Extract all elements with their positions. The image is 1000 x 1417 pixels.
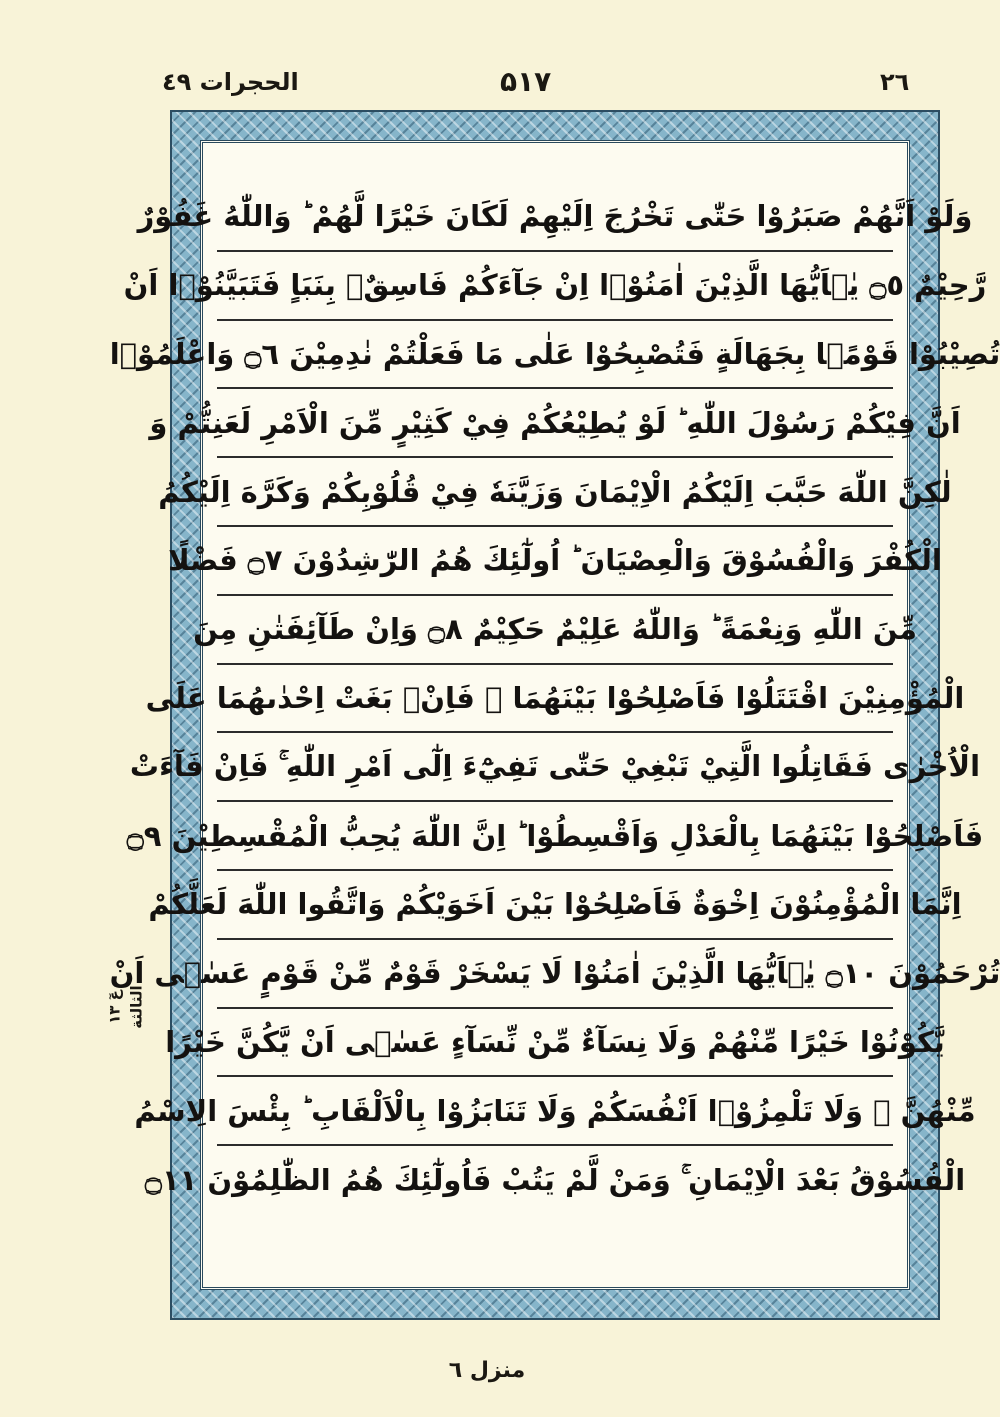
ruku-label: الثالثة <box>127 985 146 1029</box>
page-number: ۵١٧ <box>500 65 552 98</box>
manzil-footer: منزل ٦ <box>448 1358 526 1383</box>
verse-line: تُصِيْبُوْا قَوْمًۢا بِجَهَالَةٍ فَتُصْبِحُوْا عَلٰى مَا فَعَلْتُمْ نٰدِمِيْنَ ۝٦ وَاعْلَمُوْۤا <box>217 321 893 390</box>
page-header <box>0 62 974 102</box>
verse-line: رَّحِيْمٌ ۝٥ يٰۤاَيُّهَا الَّذِيْنَ اٰمَنُوْۤا اِنْ جَآءَكُمْ فَاسِقٌۢ بِنَبَاٍ فَتَبَيَّنُوْۤا اَنْ <box>217 252 893 321</box>
verse-line: الْفُسُوْقُ بَعْدَ الْاِيْمَانِ ۚ وَمَنْ لَّمْ يَتُبْ فَاُولٰٓئِكَ هُمُ الظّٰلِمُوْنَ ۝١١ <box>144 1163 966 1198</box>
verse-line: الْكُفْرَ وَالْفُسُوْقَ وَالْعِصْيَانَ ؕ اُولٰٓئِكَ هُمُ الرّٰشِدُوْنَ ۝٧ فَضْلًا <box>217 527 893 596</box>
juz-label: ٢٦ <box>880 68 910 96</box>
verse-line: مِّنَ اللّٰهِ وَنِعْمَةً ؕ وَاللّٰهُ عَلِيْمٌ حَكِيْمٌ ۝٨ وَاِنْ طَآئِفَتٰنِ مِنَ <box>217 596 893 665</box>
verse-line: مِّنْهُنَّ ۚ وَلَا تَلْمِزُوْۤا اَنْفُسَكُمْ وَلَا تَنَابَزُوْا بِالْاَلْقَابِ ؕ بِئْسَ الِاسْمُ <box>217 1077 893 1146</box>
verse-line: لٰكِنَّ اللّٰهَ حَبَّبَ اِلَيْكُمُ الْاِيْمَانَ وَزَيَّنَهٗ فِيْ قُلُوْبِكُمْ وَكَرَّهَ اِلَيْكُمُ <box>217 458 893 527</box>
surah-label: الحجرات ٤٩ <box>162 68 299 96</box>
verse-line: اِنَّمَا الْمُؤْمِنُوْنَ اِخْوَةٌ فَاَصْلِحُوْا بَيْنَ اَخَوَيْكُمْ وَاتَّقُوا اللّٰهَ لَعَلَّكُمْ <box>217 871 893 940</box>
verse-line: تُرْحَمُوْنَ ۝١٠ يٰۤاَيُّهَا الَّذِيْنَ اٰمَنُوْا لَا يَسْخَرْ قَوْمٌ مِّنْ قَوْمٍ عَسٰۤى اَنْ <box>217 940 893 1009</box>
verse-line: اَنَّ فِيْكُمْ رَسُوْلَ اللّٰهِ ؕ لَوْ يُطِيْعُكُمْ فِيْ كَثِيْرٍ مِّنَ الْاَمْرِ لَعَنِتُّمْ وَ <box>217 389 893 458</box>
ruku-margin-note <box>104 970 148 1045</box>
verse-line: يَّكُوْنُوْا خَيْرًا مِّنْهُمْ وَلَا نِسَآءٌ مِّنْ نِّسَآءٍ عَسٰۤى اَنْ يَّكُنَّ خَيْرًا <box>217 1009 893 1078</box>
verse-line: الْاُخْرٰى فَقَاتِلُوا الَّتِيْ تَبْغِيْ حَتّٰى تَفِيْٓءَ اِلٰٓى اَمْرِ اللّٰهِ ۚ فَاِنْ فَآءَتْ <box>217 733 893 802</box>
verse-line: فَاَصْلِحُوْا بَيْنَهُمَا بِالْعَدْلِ وَاَقْسِطُوْا ؕ اِنَّ اللّٰهَ يُحِبُّ الْمُقْسِطِيْنَ ۝٩ <box>217 802 893 871</box>
verse-line: وَلَوْ اَنَّهُمْ صَبَرُوْا حَتّٰى تَخْرُجَ اِلَيْهِمْ لَكَانَ خَيْرًا لَّهُمْ ؕ وَاللّٰهُ غَفُوْرٌ <box>217 183 893 252</box>
ruku-marker: عٓ ١٣ <box>105 990 124 1024</box>
verse-line: الْمُؤْمِنِيْنَ اقْتَتَلُوْا فَاَصْلِحُوْا بَيْنَهُمَا ۚ فَاِنْۢ بَغَتْ اِحْدٰىهُمَا عَلَى <box>217 665 893 734</box>
